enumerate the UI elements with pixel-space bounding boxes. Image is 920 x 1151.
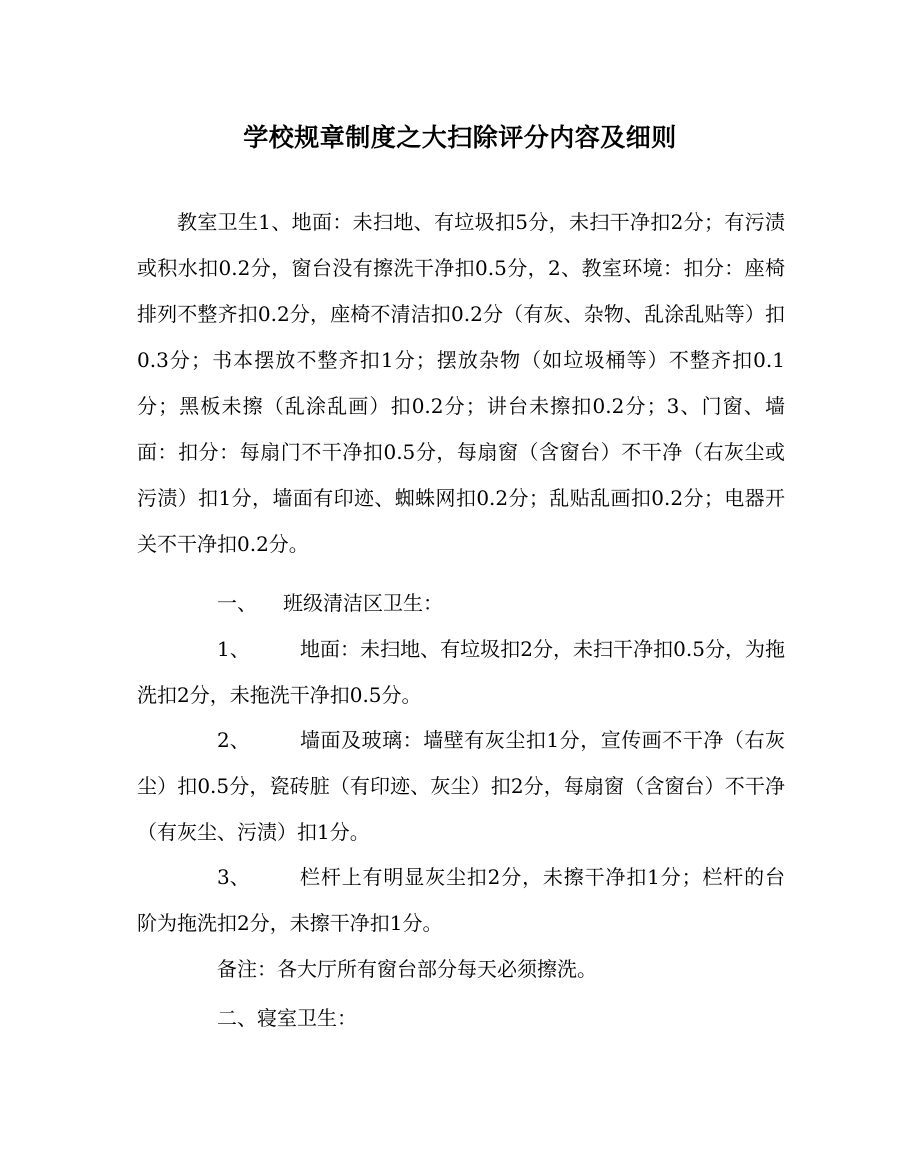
item-1-number: 1、 xyxy=(217,637,250,661)
item-3-number: 3、 xyxy=(217,865,250,889)
section-1-number: 一、 xyxy=(217,591,257,615)
item-3-text: 栏杆上有明显灰尘扣2分，未擦干净扣1分；栏杆的台阶为拖洗扣2分，未擦干净扣1分。 xyxy=(137,865,785,935)
document-title: 学校规章制度之大扫除评分内容及细则 xyxy=(243,123,677,152)
item-2-number: 2、 xyxy=(217,728,250,752)
note-text: 备注：各大厅所有窗台部分每天必须擦洗。 xyxy=(217,957,597,981)
classroom-hygiene-paragraph: 教室卫生1、地面：未扫地、有垃圾扣5分，未扫干净扣2分；有污渍或积水扣0.2分，窗台没有擦洗干净扣0.5分，2、教室环境：扣分：座椅排列不整齐扣0.2分，座椅不清洁扣0.2分（有灰、杂物、乱涂乱贴等）扣0.3分；书本摆放不整齐扣1分；摆放杂物（如垃圾桶等）不整齐扣0.1分；黑板未擦（乱涂乱画）扣0.2分；讲台未擦扣0.2分；3、门窗、墙面：扣分：每扇门不干净扣0.5分，每扇窗（含窗台）不干净（右灰尘或污渍）扣1分，墙面有印迹、蜘蛛网扣0.2分；乱贴乱画扣0.2分；电器开关不干净扣0.2分。 xyxy=(137,210,785,556)
section-1-title: 班级清洁区卫生： xyxy=(283,591,443,615)
item-1-text: 地面：未扫地、有垃圾扣2分，未扫干净扣0.5分，为拖洗扣2分，未拖洗干净扣0.5分。 xyxy=(137,637,785,707)
section-2-heading: 二、寝室卫生： xyxy=(217,1006,357,1030)
item-2-text: 墙面及玻璃：墙壁有灰尘扣1分，宣传画不干净（右灰尘）扣0.5分，瓷砖脏（有印迹、灰尘）扣2分，每扇窗（含窗台）不干净（有灰尘、污渍）扣1分。 xyxy=(137,728,785,844)
